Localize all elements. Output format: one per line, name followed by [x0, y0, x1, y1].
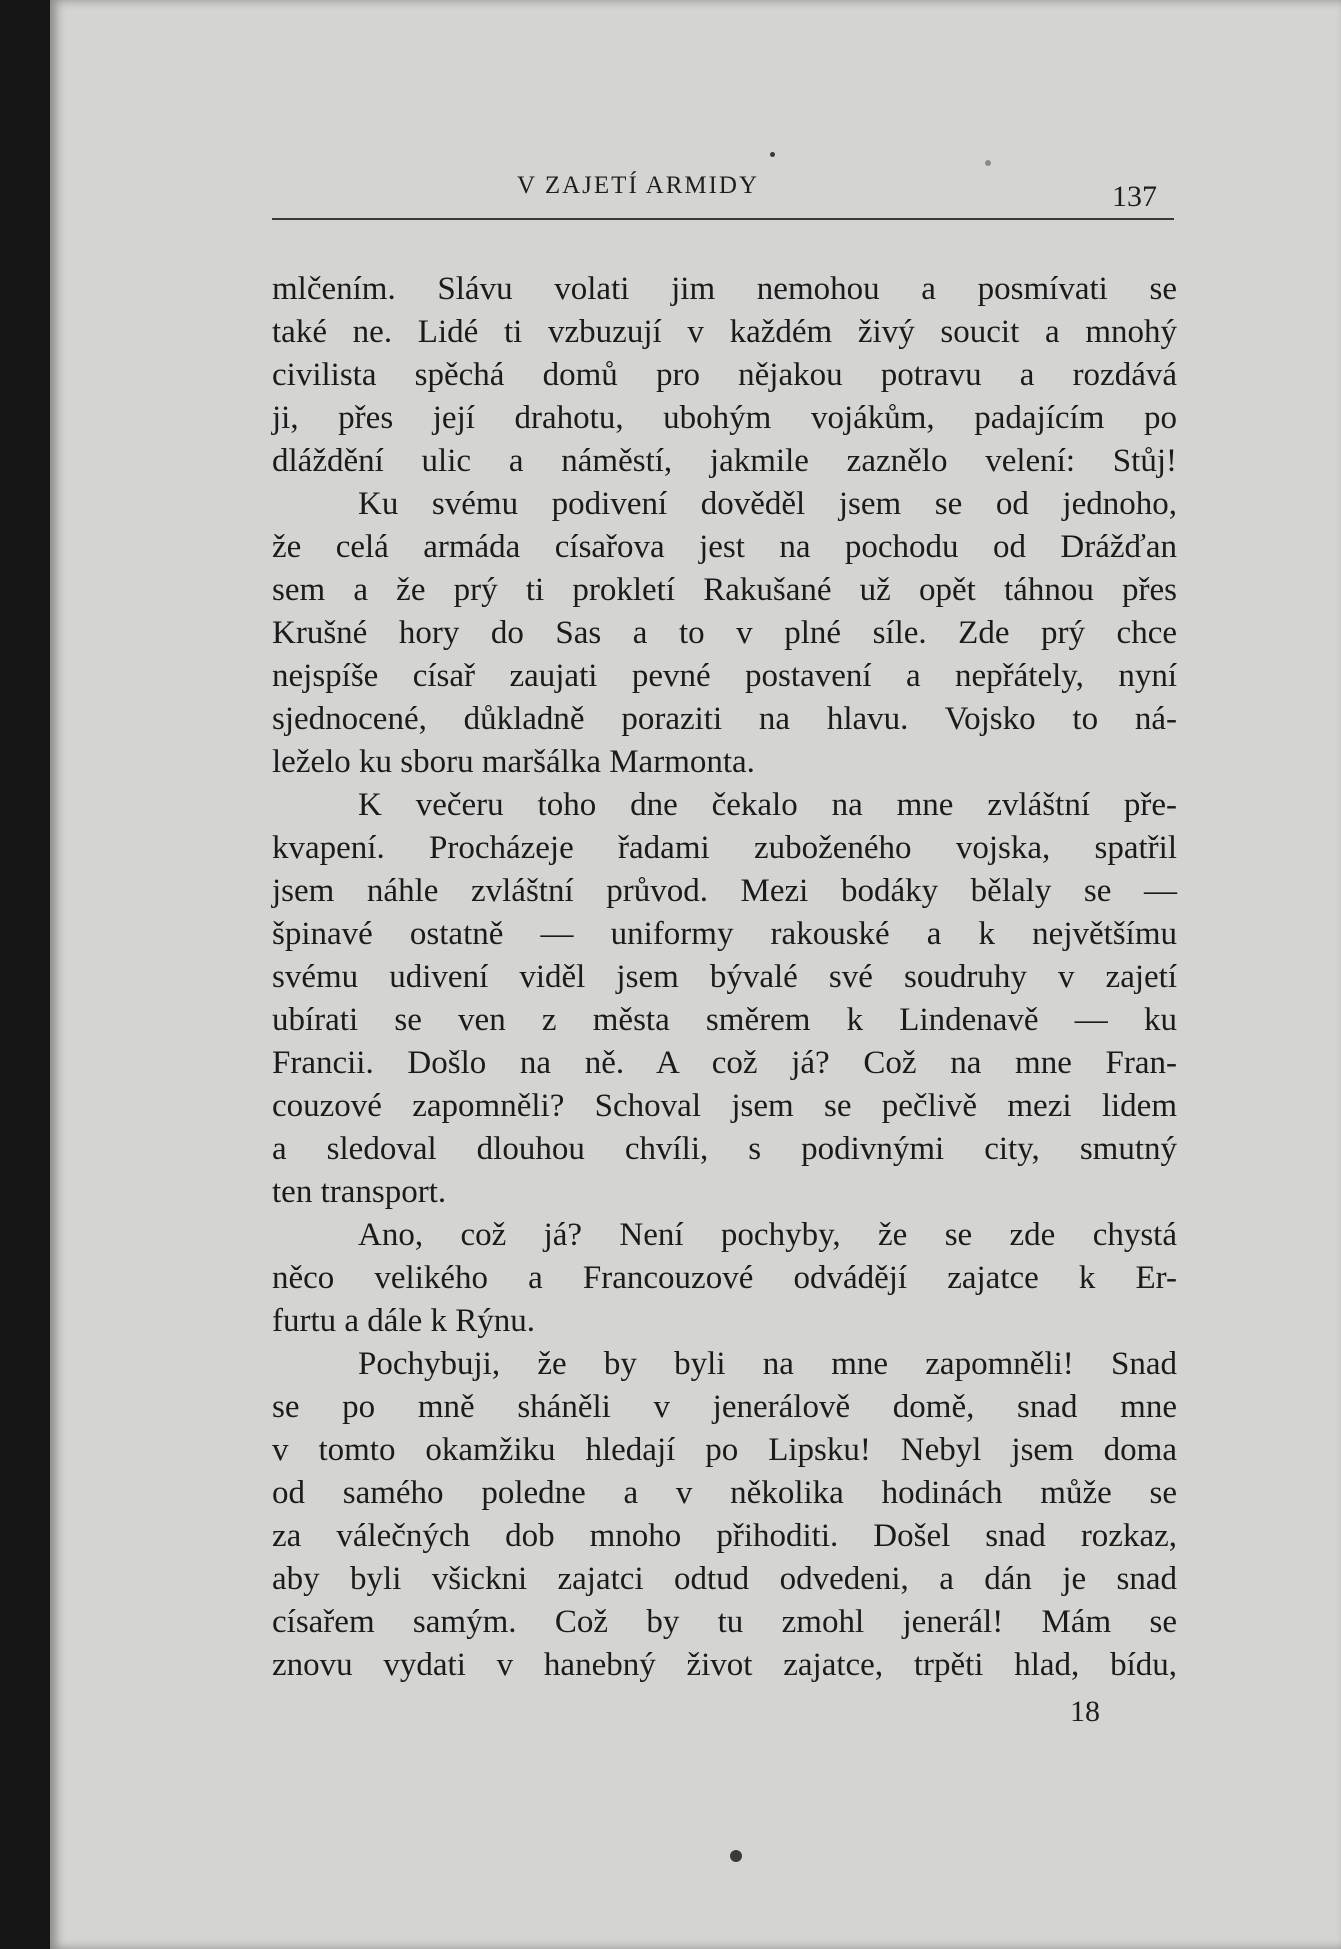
ink-speck [985, 160, 991, 166]
text-line: že celá armáda císařova jest na pochodu od Drážďan [272, 529, 1177, 565]
text-line: Ku svému podivení dověděl jsem se od jednoho, [358, 486, 1177, 522]
text-line: ten transport. [272, 1174, 447, 1210]
ink-speck [770, 152, 775, 157]
text-line: leželo ku sboru maršálka Marmonta. [272, 744, 755, 780]
text-line: také ne. Lidé ti vzbuzují v každém živý soucit a mnohý [272, 314, 1177, 350]
text-line: Francii. Došlo na ně. A což já? Což na mne Fran- [272, 1045, 1177, 1081]
running-title: V ZAJETÍ ARMIDY [517, 172, 760, 199]
page-number: 137 [1112, 180, 1157, 213]
header-rule [272, 218, 1174, 220]
text-line: nejspíše císař zaujati pevné postavení a nepřátely, nyní [272, 658, 1177, 694]
text-line: ji, přes její drahotu, ubohým vojákům, padajícím po [272, 400, 1177, 436]
text-line: Ano, což já? Není pochyby, že se zde chystá [358, 1217, 1177, 1253]
text-line: sjednocené, důkladně poraziti na hlavu. Vojsko to ná- [272, 701, 1177, 737]
book-page [50, 0, 1341, 1949]
body-text [272, 268, 1177, 1687]
text-line: znovu vydati v hanebný život zajatce, trpěti hlad, bídu, [272, 1647, 1177, 1683]
text-line: za válečných dob mnoho přihoditi. Došel snad rozkaz, [272, 1518, 1177, 1554]
text-line: kvapení. Procházeje řadami zuboženého vojska, spatřil [272, 830, 1177, 866]
text-line: Krušné hory do Sas a to v plné síle. Zde prý chce [272, 615, 1177, 651]
text-line: v tomto okamžiku hledají po Lipsku! Nebyl jsem doma [272, 1432, 1177, 1468]
ink-speck [730, 1850, 742, 1862]
text-line: Pochybuji, že by byli na mne zapomněli! Snad [358, 1346, 1177, 1382]
text-line: od samého poledne a v několika hodinách může se [272, 1475, 1177, 1511]
text-line: císařem samým. Což by tu zmohl jenerál! Mám se [272, 1604, 1177, 1640]
text-line: dláždění ulic a náměstí, jakmile zaznělo velení: Stůj! [272, 443, 1177, 479]
text-line: něco velikého a Francouzové odvádějí zajatce k Er- [272, 1260, 1177, 1296]
text-line: jsem náhle zvláštní průvod. Mezi bodáky bělaly se — [272, 873, 1177, 909]
text-line: mlčením. Slávu volati jim nemohou a posmívati se [272, 271, 1177, 307]
text-line: civilista spěchá domů pro nějakou potravu a rozdává [272, 357, 1177, 393]
text-line: svému udivení viděl jsem bývalé své soudruhy v zajetí [272, 959, 1177, 995]
text-line: sem a že prý ti prokletí Rakušané už opět táhnou přes [272, 572, 1177, 608]
text-line: furtu a dále k Rýnu. [272, 1303, 536, 1339]
text-line: ubírati se ven z města směrem k Lindenavě — ku [272, 1002, 1177, 1038]
text-line: a sledoval dlouhou chvíli, s podivnými city, smutný [272, 1131, 1177, 1167]
text-line: špinavé ostatně — uniformy rakouské a k největšímu [272, 916, 1177, 952]
text-line: aby byli všickni zajatci odtud odvedeni, a dán je snad [272, 1561, 1177, 1597]
text-line: se po mně sháněli v jenerálově domě, snad mne [272, 1389, 1177, 1425]
text-line: couzové zapomněli? Schoval jsem se pečlivě mezi lidem [272, 1088, 1177, 1124]
text-line: K večeru toho dne čekalo na mne zvláštní pře- [358, 787, 1177, 823]
signature-mark: 18 [1070, 1695, 1100, 1728]
